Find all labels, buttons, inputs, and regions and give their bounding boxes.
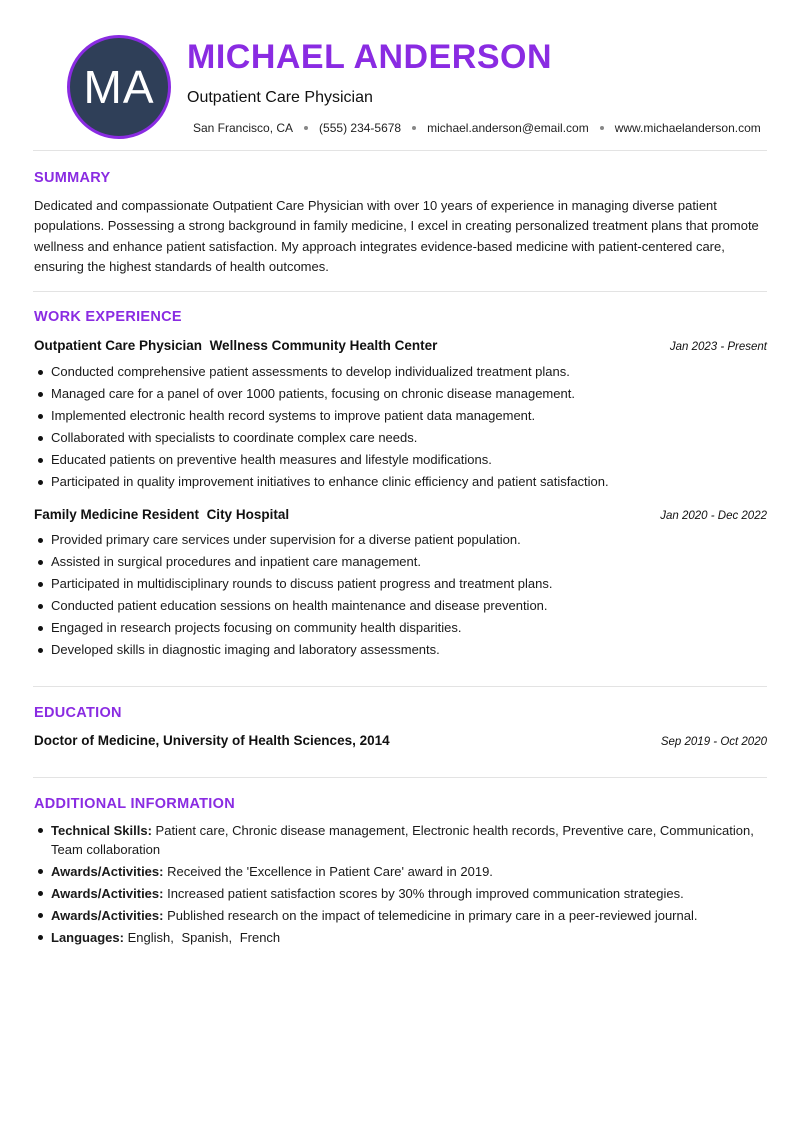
avatar-initials: MA bbox=[83, 61, 155, 113]
resume-header bbox=[33, 0, 767, 152]
list-item: Educated patients on preventive health measures and lifestyle modifications. bbox=[34, 449, 767, 471]
list-item: Participated in multidisciplinary rounds to discuss patient progress and treatment plans. bbox=[34, 573, 767, 595]
contact-email[interactable]: michael.anderson@email.com bbox=[427, 121, 589, 135]
job-date: Jan 2023 - Present bbox=[669, 341, 767, 353]
item-text: Received the 'Excellence in Patient Care' award in 2019. bbox=[167, 864, 493, 879]
list-item: Provided primary care services under supervision for a diverse patient population. bbox=[34, 529, 767, 551]
education-degree: Doctor of Medicine, University of Health Sciences, 2014 bbox=[34, 733, 390, 748]
item-text: Published research on the impact of telemedicine in primary care in a peer-reviewed journal. bbox=[167, 908, 698, 923]
divider bbox=[33, 777, 767, 778]
summary-text: Dedicated and compassionate Outpatient Care Physician with over 10 years of experience in managing diverse patient populations. Possessing a strong background in family medicine, I excel in creating personalized treatment plans that promote wellness and enhance patient satisfaction. My approach integrates evidence-based medicine with patient-centered care, ensuring the highest standards of health outcomes. bbox=[34, 198, 759, 274]
separator-dot-icon bbox=[600, 126, 604, 130]
list-item: Managed care for a panel of over 1000 patients, focusing on chronic disease management. bbox=[34, 383, 767, 405]
list-item bbox=[34, 862, 767, 881]
contact-line bbox=[193, 121, 761, 135]
contact-phone: (555) 234-5678 bbox=[319, 121, 402, 135]
job-role-line bbox=[34, 507, 289, 522]
list-item: Engaged in research projects focusing on community health disparities. bbox=[34, 617, 767, 639]
item-label: Awards/Activities: bbox=[51, 886, 164, 901]
list-item bbox=[34, 906, 767, 925]
contact-website[interactable]: www.michaelanderson.com bbox=[614, 121, 761, 135]
language: French bbox=[239, 930, 281, 945]
divider bbox=[33, 686, 767, 687]
item-label: Awards/Activities: bbox=[51, 864, 164, 879]
candidate-name: MICHAEL ANDERSON bbox=[187, 38, 553, 76]
list-item: Assisted in surgical procedures and inpatient care management. bbox=[34, 551, 767, 573]
separator-dot-icon bbox=[412, 126, 416, 130]
language: English, bbox=[127, 930, 174, 945]
separator-dot-icon bbox=[304, 126, 308, 130]
list-item: Developed skills in diagnostic imaging and laboratory assessments. bbox=[34, 639, 767, 661]
list-item bbox=[34, 884, 767, 903]
languages-item bbox=[34, 928, 767, 947]
job-date: Jan 2020 - Dec 2022 bbox=[660, 510, 767, 522]
job-header bbox=[34, 338, 767, 353]
job-bullets bbox=[34, 361, 767, 493]
item-text: Patient care, Chronic disease management, Electronic health records, Preventive care, Communication, Team collaboration bbox=[51, 823, 754, 857]
experience-heading: WORK EXPERIENCE bbox=[34, 309, 182, 325]
summary-heading: SUMMARY bbox=[34, 170, 111, 186]
divider bbox=[33, 150, 767, 151]
list-item: Conducted patient education sessions on health maintenance and disease prevention. bbox=[34, 595, 767, 617]
education-date: Sep 2019 - Oct 2020 bbox=[660, 736, 767, 748]
avatar bbox=[67, 35, 171, 139]
list-item: Collaborated with specialists to coordinate complex care needs. bbox=[34, 427, 767, 449]
job-role-line bbox=[34, 338, 437, 353]
languages-label: Languages: bbox=[51, 930, 124, 945]
job-org: Wellness Community Health Center bbox=[209, 338, 438, 353]
list-item: Conducted comprehensive patient assessments to develop individualized treatment plans. bbox=[34, 361, 767, 383]
job-role: Outpatient Care Physician bbox=[34, 338, 203, 353]
item-text: Increased patient satisfaction scores by 30% through improved communication strategies. bbox=[167, 886, 684, 901]
job-header bbox=[34, 507, 767, 522]
job-org: City Hospital bbox=[206, 507, 290, 522]
education-entry bbox=[34, 733, 767, 748]
item-label: Awards/Activities: bbox=[51, 908, 164, 923]
item-label: Technical Skills: bbox=[51, 823, 152, 838]
additional-heading: ADDITIONAL INFORMATION bbox=[34, 796, 235, 812]
education-heading: EDUCATION bbox=[34, 705, 122, 721]
job-role: Family Medicine Resident bbox=[34, 507, 200, 522]
additional-list bbox=[34, 821, 767, 950]
candidate-title: Outpatient Care Physician bbox=[187, 89, 373, 106]
list-item: Participated in quality improvement initiatives to enhance clinic efficiency and patient satisfaction. bbox=[34, 471, 767, 493]
contact-location: San Francisco, CA bbox=[193, 121, 294, 135]
job-bullets bbox=[34, 529, 767, 661]
list-item bbox=[34, 821, 767, 859]
list-item: Implemented electronic health record systems to improve patient data management. bbox=[34, 405, 767, 427]
divider bbox=[33, 291, 767, 292]
language: Spanish, bbox=[181, 930, 233, 945]
